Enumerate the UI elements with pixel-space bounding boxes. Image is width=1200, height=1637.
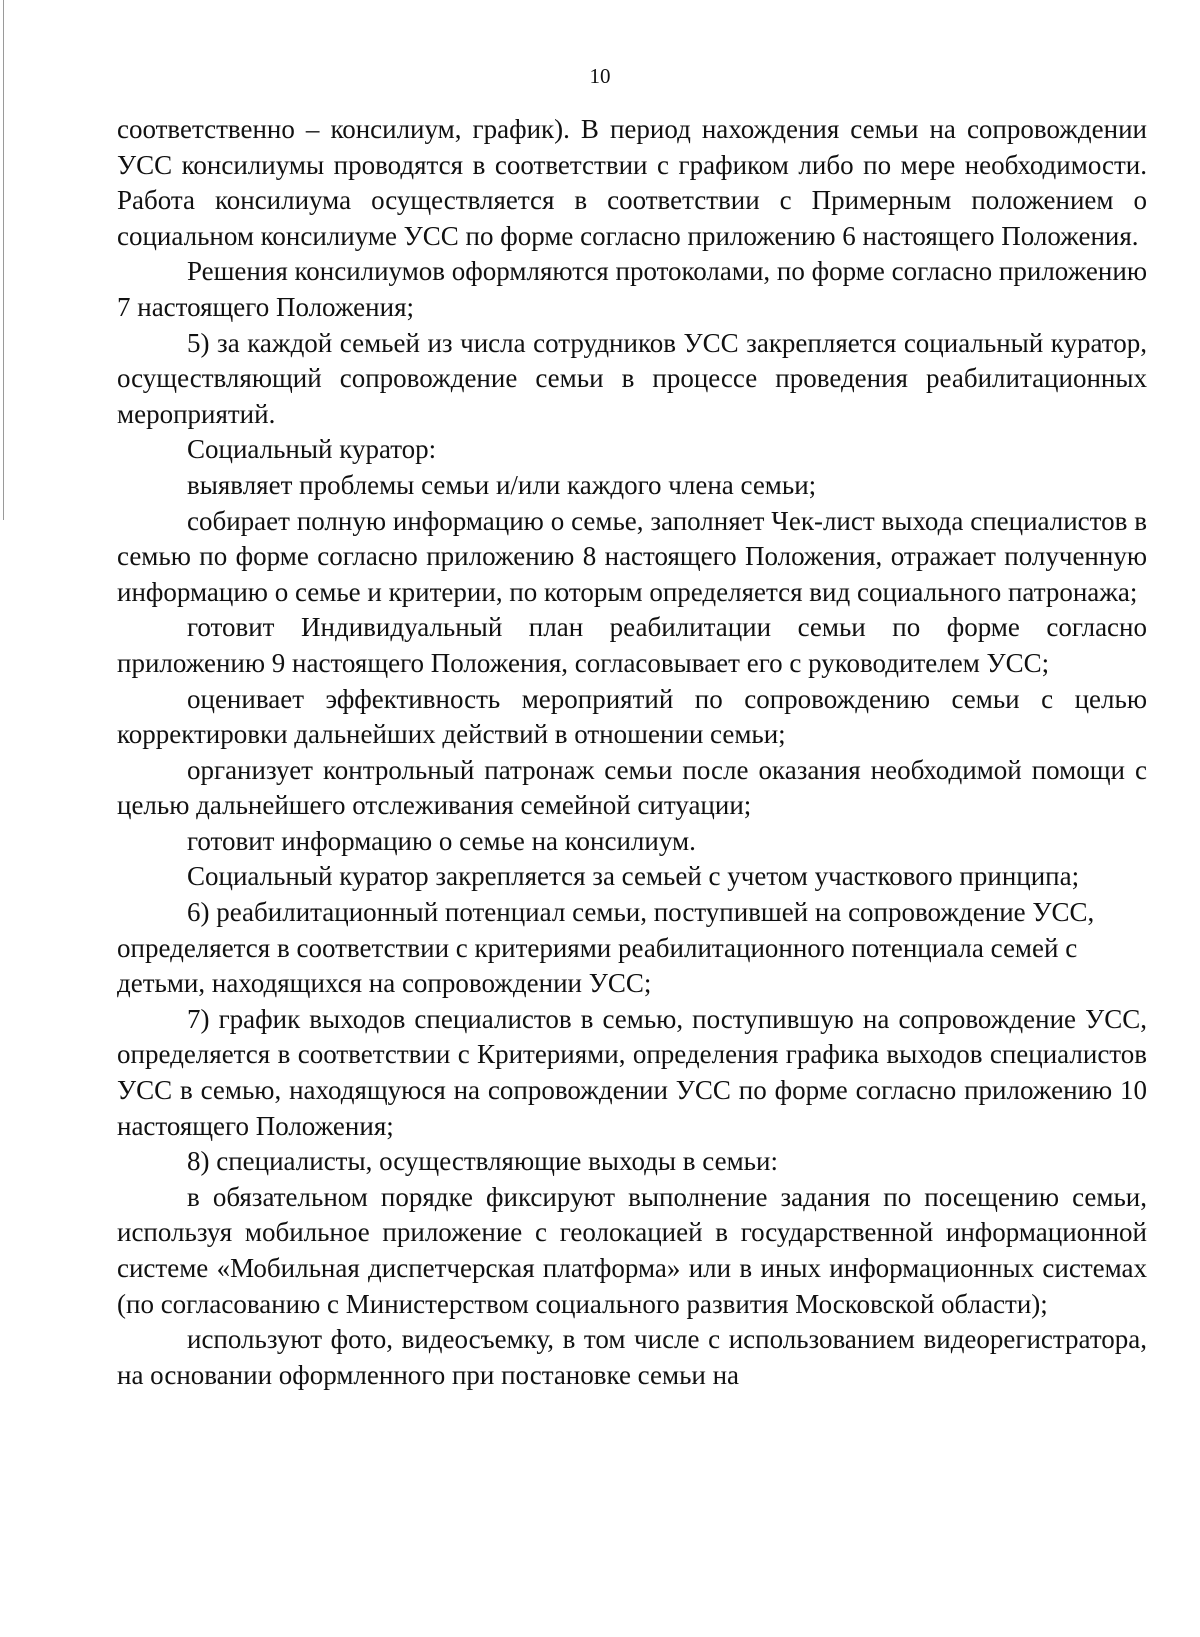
paragraph: организует контрольный патронаж семьи после оказания необходимой помощи с целью дальнейшего отслеживания семейной ситуации; — [117, 754, 1147, 821]
paragraph: 6) реабилитационный потенциал семьи, поступившей на сопровождение УСС, определяется в соответствии с критериями реабилитационного потенциала семей с детьми, находящихся на сопровождении УСС; — [117, 897, 1095, 999]
paragraph: 7) график выходов специалистов в семью, поступившую на сопровождение УСС, определяется в соответствии с Критериями, определения графика выходов специалистов УСС в семью, находящуюся на сопровождении УСС по форме согласно приложению 10 настоящего Положения; — [117, 1003, 1147, 1141]
paragraph: используют фото, видеосъемку, в том числе с использованием видеорегистратора, на основании оформленного при постановке семьи на — [117, 1324, 1147, 1390]
paragraph: 8) специалисты, осуществляющие выходы в семьи: — [187, 1146, 778, 1177]
document-body — [117, 112, 1147, 1393]
paragraph: соответственно – консилиум, график). В период нахождения семьи на сопровождении УСС консилиумы проводятся в соответствии с графиком либо по мере необходимости. Работа консилиума осуществляется в соответствии с Примерным положением о социальном консилиуме УСС по форме согласно приложению 6 настоящего Положения. — [117, 114, 1147, 251]
paragraph: оценивает эффективность мероприятий по сопровождению семьи с целью корректировки дальнейших действий в отношении семьи; — [117, 683, 1147, 750]
paragraph: Социальный куратор: — [187, 434, 437, 465]
paragraph: выявляет проблемы семьи и/или каждого члена семьи; — [187, 469, 817, 500]
paragraph: Решения консилиумов оформляются протоколами, по форме согласно приложению 7 настоящего Положения; — [117, 256, 1147, 322]
paragraph: готовит информацию о семье на консилиум. — [187, 825, 696, 856]
paragraph: 5) за каждой семьей из числа сотрудников УСС закрепляется социальный куратор, осуществляющий сопровождение семьи в процессе проведения реабилитационных мероприятий. — [117, 327, 1147, 429]
page-number: 10 — [589, 64, 611, 88]
paragraph: в обязательном порядке фиксируют выполнение задания по посещению семьи, используя мобильное приложение с геолокацией в государственной информационной системе «Мобильная диспетчерская платформа» или в иных информационных системах (по согласованию с Министерством социального развития Московской области); — [117, 1181, 1147, 1319]
paragraph: готовит Индивидуальный план реабилитации семьи по форме согласно приложению 9 настоящего Положения, согласовывает его с руководителем УСС; — [117, 612, 1147, 678]
paragraph: Социальный куратор закрепляется за семьей с учетом участкового принципа; — [187, 861, 1080, 892]
paragraph: собирает полную информацию о семье, заполняет Чек-лист выхода специалистов в семью по форме согласно приложению 8 настоящего Положения, отражает полученную информацию о семье и критерии, по которым определяется вид социального патронажа; — [117, 505, 1147, 607]
